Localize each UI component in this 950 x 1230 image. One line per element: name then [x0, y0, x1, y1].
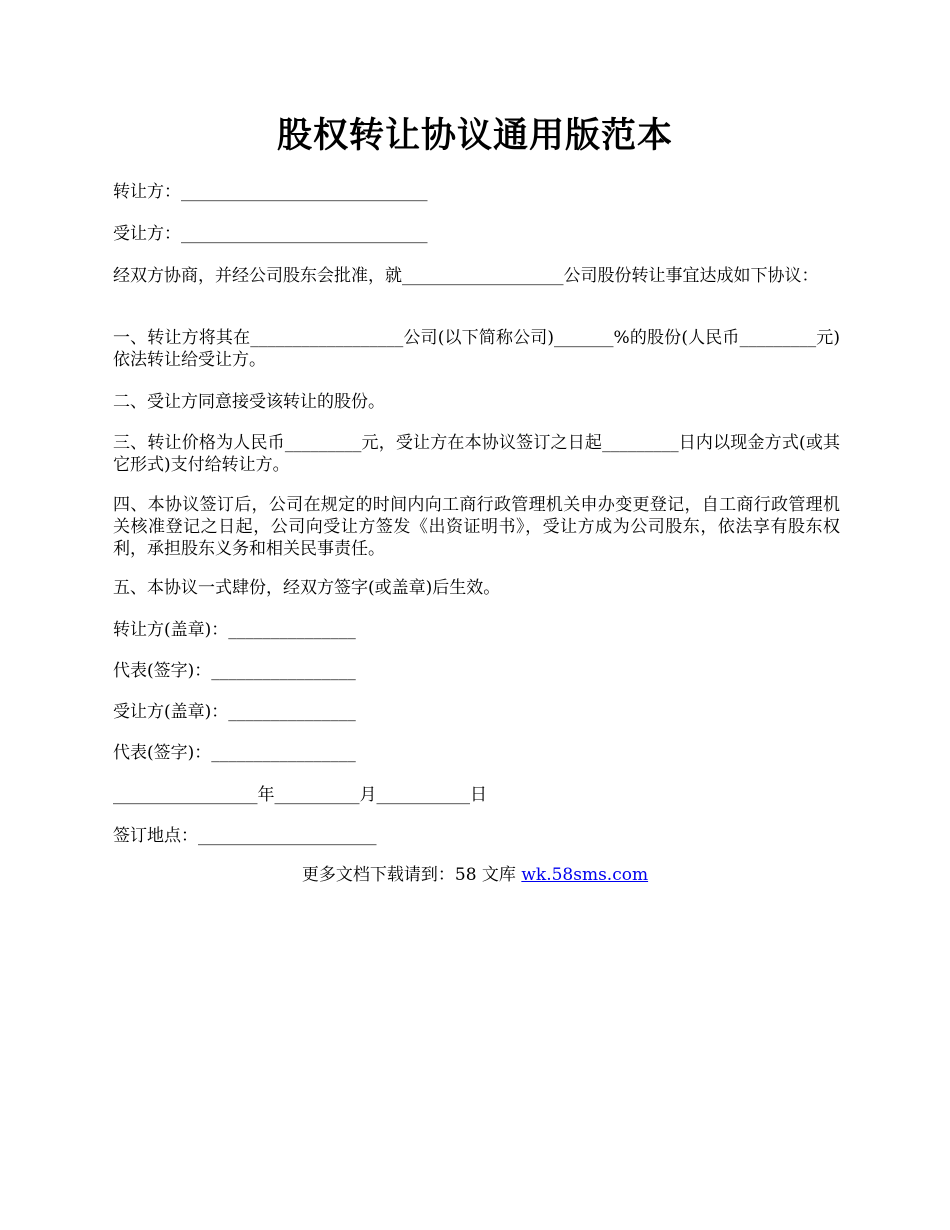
clause-1-text-b: 公司(以下简称公司) — [403, 328, 555, 348]
signing-place-blank: _____________________ — [198, 826, 377, 846]
clause-1-percent-blank: _______ — [554, 328, 614, 348]
transferor-field — [113, 181, 840, 203]
month-label: 月 — [359, 785, 377, 805]
transferor-label: 转让方： — [113, 182, 181, 202]
footer-link[interactable]: wk.58sms.com — [521, 865, 649, 885]
clause-3-text-b: 元，受让方在本协议签订之日起 — [361, 433, 603, 453]
clause-3 — [113, 432, 840, 476]
transferee-label: 受让方： — [113, 224, 181, 244]
transferor-rep-label: 代表(签字)： — [113, 661, 212, 681]
signing-place-label: 签订地点： — [113, 826, 198, 846]
transferee-field — [113, 223, 840, 245]
transferee-rep-line — [113, 742, 840, 764]
transferee-seal-line — [113, 701, 840, 723]
clause-1-text-c: %的股份(人民币 — [613, 328, 740, 348]
signing-place-line — [113, 825, 840, 847]
intro-text-a: 经双方协商，并经公司股东会批准，就 — [113, 266, 402, 286]
transferee-rep-blank: _________________ — [211, 743, 356, 763]
clause-1 — [113, 327, 840, 371]
transferee-seal-label: 受让方(盖章)： — [113, 702, 229, 722]
clause-3-days-blank: _________ — [602, 433, 679, 453]
clause-3-price-blank: _________ — [284, 433, 362, 453]
intro-text-b: 公司股份转让事宜达成如下协议： — [563, 266, 819, 286]
footer-text: 更多文档下载请到：58 文库 — [301, 865, 522, 885]
clause-1-text-d: 元)依法转让给受让方。 — [113, 328, 841, 370]
clause-5: 五、本协议一式肆份，经双方签字(或盖章)后生效。 — [113, 578, 501, 598]
intro-paragraph — [113, 265, 840, 287]
clause-1-text-a: 一、转让方将其在 — [113, 328, 251, 348]
transferor-seal-line — [113, 619, 840, 641]
transferor-rep-blank: _________________ — [211, 661, 356, 681]
year-blank: _________________ — [113, 785, 258, 805]
transferee-rep-label: 代表(签字)： — [113, 743, 212, 763]
transferor-seal-blank: _______________ — [228, 620, 356, 640]
clause-3-text-c: 日内以现金方式(或其它形式)支付给转让方。 — [113, 433, 841, 475]
day-label: 日 — [470, 785, 487, 805]
clause-1-amount-blank: _________ — [739, 328, 817, 348]
document-title: 股权转让协议通用版范本 — [276, 115, 673, 156]
clause-3-text-a: 三、转让价格为人民币 — [113, 433, 285, 453]
clause-4: 四、本协议签订后，公司在规定的时间内向工商行政管理机关申办变更登记，自工商行政管理机关核准登记之日起，公司向受让方签发《出资证明书》，受让方成为公司股东，依法享有股东权利，承担股东义务和相关民事责任。 — [113, 495, 840, 559]
footer — [0, 864, 950, 886]
transferor-rep-line — [113, 660, 840, 682]
month-blank: __________ — [274, 785, 360, 805]
year-label: 年 — [257, 785, 275, 805]
company-blank: ___________________ — [402, 266, 564, 286]
transferee-seal-blank: _______________ — [228, 702, 356, 722]
clause-1-company-blank: __________________ — [250, 328, 404, 348]
day-blank: ___________ — [376, 785, 470, 805]
transferee-blank: _____________________________ — [181, 224, 428, 244]
transferor-seal-label: 转让方(盖章)： — [113, 620, 229, 640]
transferor-blank: _____________________________ — [181, 182, 428, 202]
clause-2: 二、受让方同意接受该转让的股份。 — [113, 392, 385, 412]
date-line — [113, 784, 840, 806]
